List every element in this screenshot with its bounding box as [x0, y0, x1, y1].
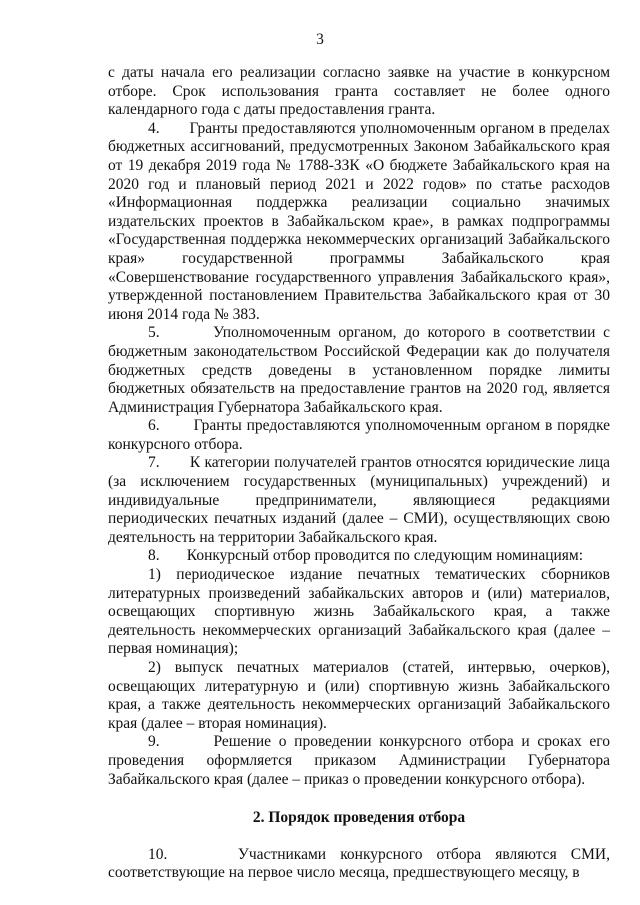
paragraph-item-4: 4. Гранты предоставляются уполномоченным органом в пределах бюджетных ассигнований, предусмотренных Законом Забайкальского края от 19 декабря 2019 года № 1788-ЗЗК «О бюджете Забайкальского края на 2020 год и плановый период 2021 и 2022 годов» по статье расходов «Информационная поддержка реализации социально значимых издательских проектов в Забайкальском крае», в рамках подпрограммы «Государственная поддержка некоммерческих организаций Забайкальского края» государственной программы Забайкальского края «Совершенствование государственного управления Забайкальского края», утвержденной постановлением Правительства Забайкальского края от 30 июня 2014 года № 383.: [108, 119, 610, 323]
section-heading: 2. Порядок проведения отбора: [252, 809, 466, 827]
paragraph-item-8: 8. Конкурсный отбор проводится по следующим номинациям:: [148, 547, 584, 565]
paragraph-item-9: 9. Решение о проведении конкурсного отбора и сроках его проведения оформляется приказом Администрации Губернатора Забайкальского края (далее – приказ о проведении конкурсного отбора).: [108, 733, 610, 788]
paragraph-item-7: 7. К категории получателей грантов относятся юридические лица (за исключением государственных (муниципальных) учреждений) и индивидуальные предприниматели, являющиеся редакциями периодических печатных изданий (далее – СМИ), осуществляющих свою деятельность на территории Забайкальского края.: [108, 454, 610, 546]
nomination-2: 2) выпуск печатных материалов (статей, интервью, очерков), освещающих литературную и (или) спортивную жизнь Забайкальского края, а также деятельность некоммерческих организаций Забайкальского края (далее – вторая номинация).: [108, 659, 610, 732]
paragraph-item-5: 5. Уполномоченным органом, до которого в соответствии с бюджетным законодательством Российской Федерации как до получателя бюджетных средств доведены в установленном порядке лимиты бюджетных обязательств на предоставление грантов на 2020 год, является Администрация Губернатора Забайкальского края.: [108, 324, 610, 416]
paragraph-item-6: 6. Гранты предоставляются уполномоченным органом в порядке конкурсного отбора.: [108, 417, 610, 453]
paragraph-continuation: с даты начала его реализации согласно заявке на участие в конкурсном отборе. Срок использования гранта составляет не более одного календарного года с даты предоставления гранта.: [108, 64, 610, 119]
document-body: [108, 64, 610, 883]
page-number: 3: [316, 31, 324, 48]
paragraph-item-10: 10. Участниками конкурсного отбора являются СМИ, соответствующие на первое число месяца, предшествующего месяцу, в: [108, 845, 610, 882]
nomination-1: 1) периодическое издание печатных тематических сборников литературных произведений забайкальских авторов и (или) материалов, освещающих спортивную жизнь Забайкальского края, а также деятельность некоммерческих организаций Забайкальского края (далее – первая номинация);: [108, 566, 610, 658]
